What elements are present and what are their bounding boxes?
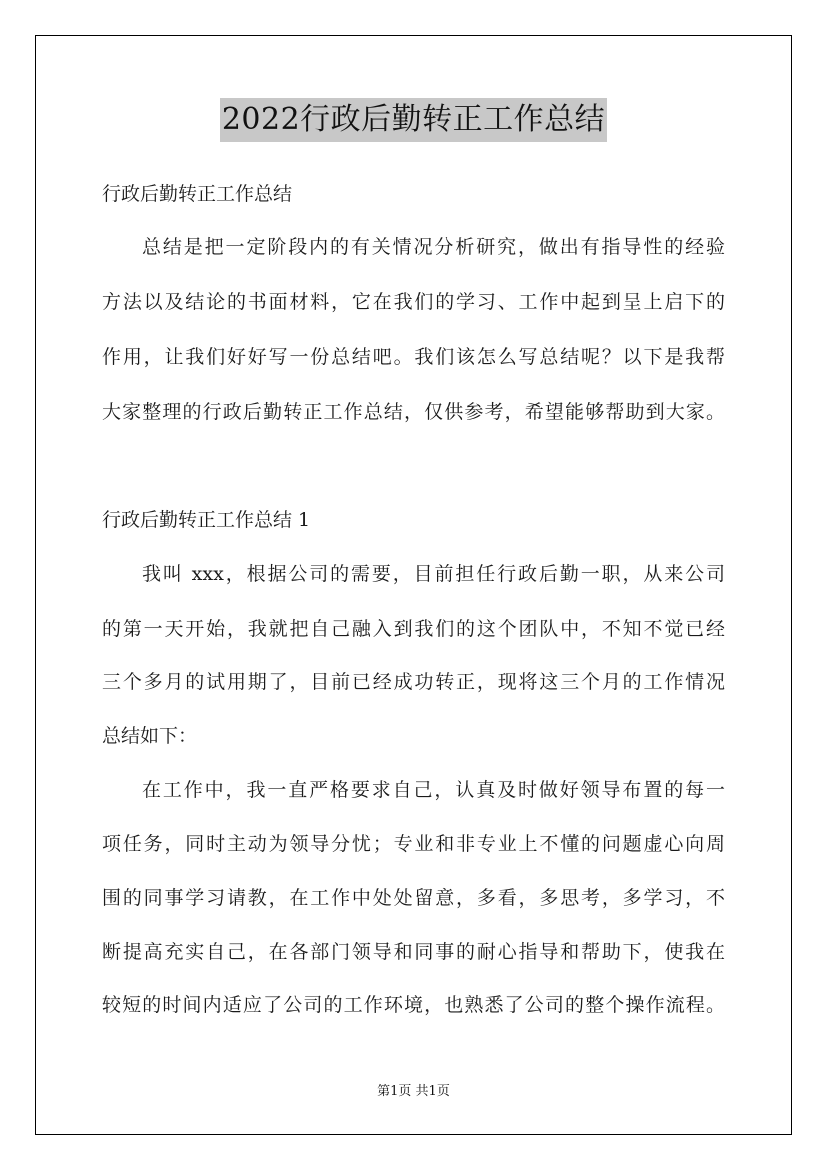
intro-line-2: 方法以及结论的书面材料，它在我们的学习、工作中起到呈上启下的 (102, 291, 725, 313)
section1-para2-line-4: 断提高充实自己，在各部门领导和同事的耐心指导和帮助下，使我在 (102, 941, 725, 963)
section1-heading: 行政后勤转正工作总结 1 (102, 509, 311, 531)
intro-line-4: 大家整理的行政后勤转正工作总结，仅供参考，希望能够帮助到大家。 (102, 401, 725, 423)
section1-para1-line-1: 我叫 xxx，根据公司的需要，目前担任行政后勤一职，从来公司 (142, 563, 725, 585)
intro-line-3: 作用，让我们好好写一份总结吧。我们该怎么写总结呢？以下是我帮 (102, 346, 725, 368)
page-footer: 第1页 共1页 (377, 1084, 450, 1099)
section1-para2-line-1: 在工作中，我一直严格要求自己，认真及时做好领导布置的每一 (142, 779, 725, 801)
section1-para1-line-2: 的第一天开始，我就把自己融入到我们的这个团队中，不知不觉已经 (102, 618, 725, 640)
section1-para2-line-2: 项任务，同时主动为领导分忧；专业和非专业上不懂的问题虚心向周 (102, 833, 725, 855)
document-subtitle: 行政后勤转正工作总结 (102, 183, 293, 205)
document-title: 2022行政后勤转正工作总结 (220, 98, 607, 142)
section1-para1-line-3: 三个多月的试用期了，目前已经成功转正，现将这三个月的工作情况 (102, 671, 725, 693)
section1-para1-line-4: 总结如下： (102, 725, 198, 747)
section1-para2-line-3: 围的同事学习请教，在工作中处处留意，多看，多思考，多学习，不 (102, 887, 725, 909)
title-container (0, 98, 827, 142)
section1-para2-line-5: 较短的时间内适应了公司的工作环境，也熟悉了公司的整个操作流程。 (102, 994, 725, 1016)
intro-line-1: 总结是把一定阶段内的有关情况分析研究，做出有指导性的经验 (142, 236, 725, 258)
